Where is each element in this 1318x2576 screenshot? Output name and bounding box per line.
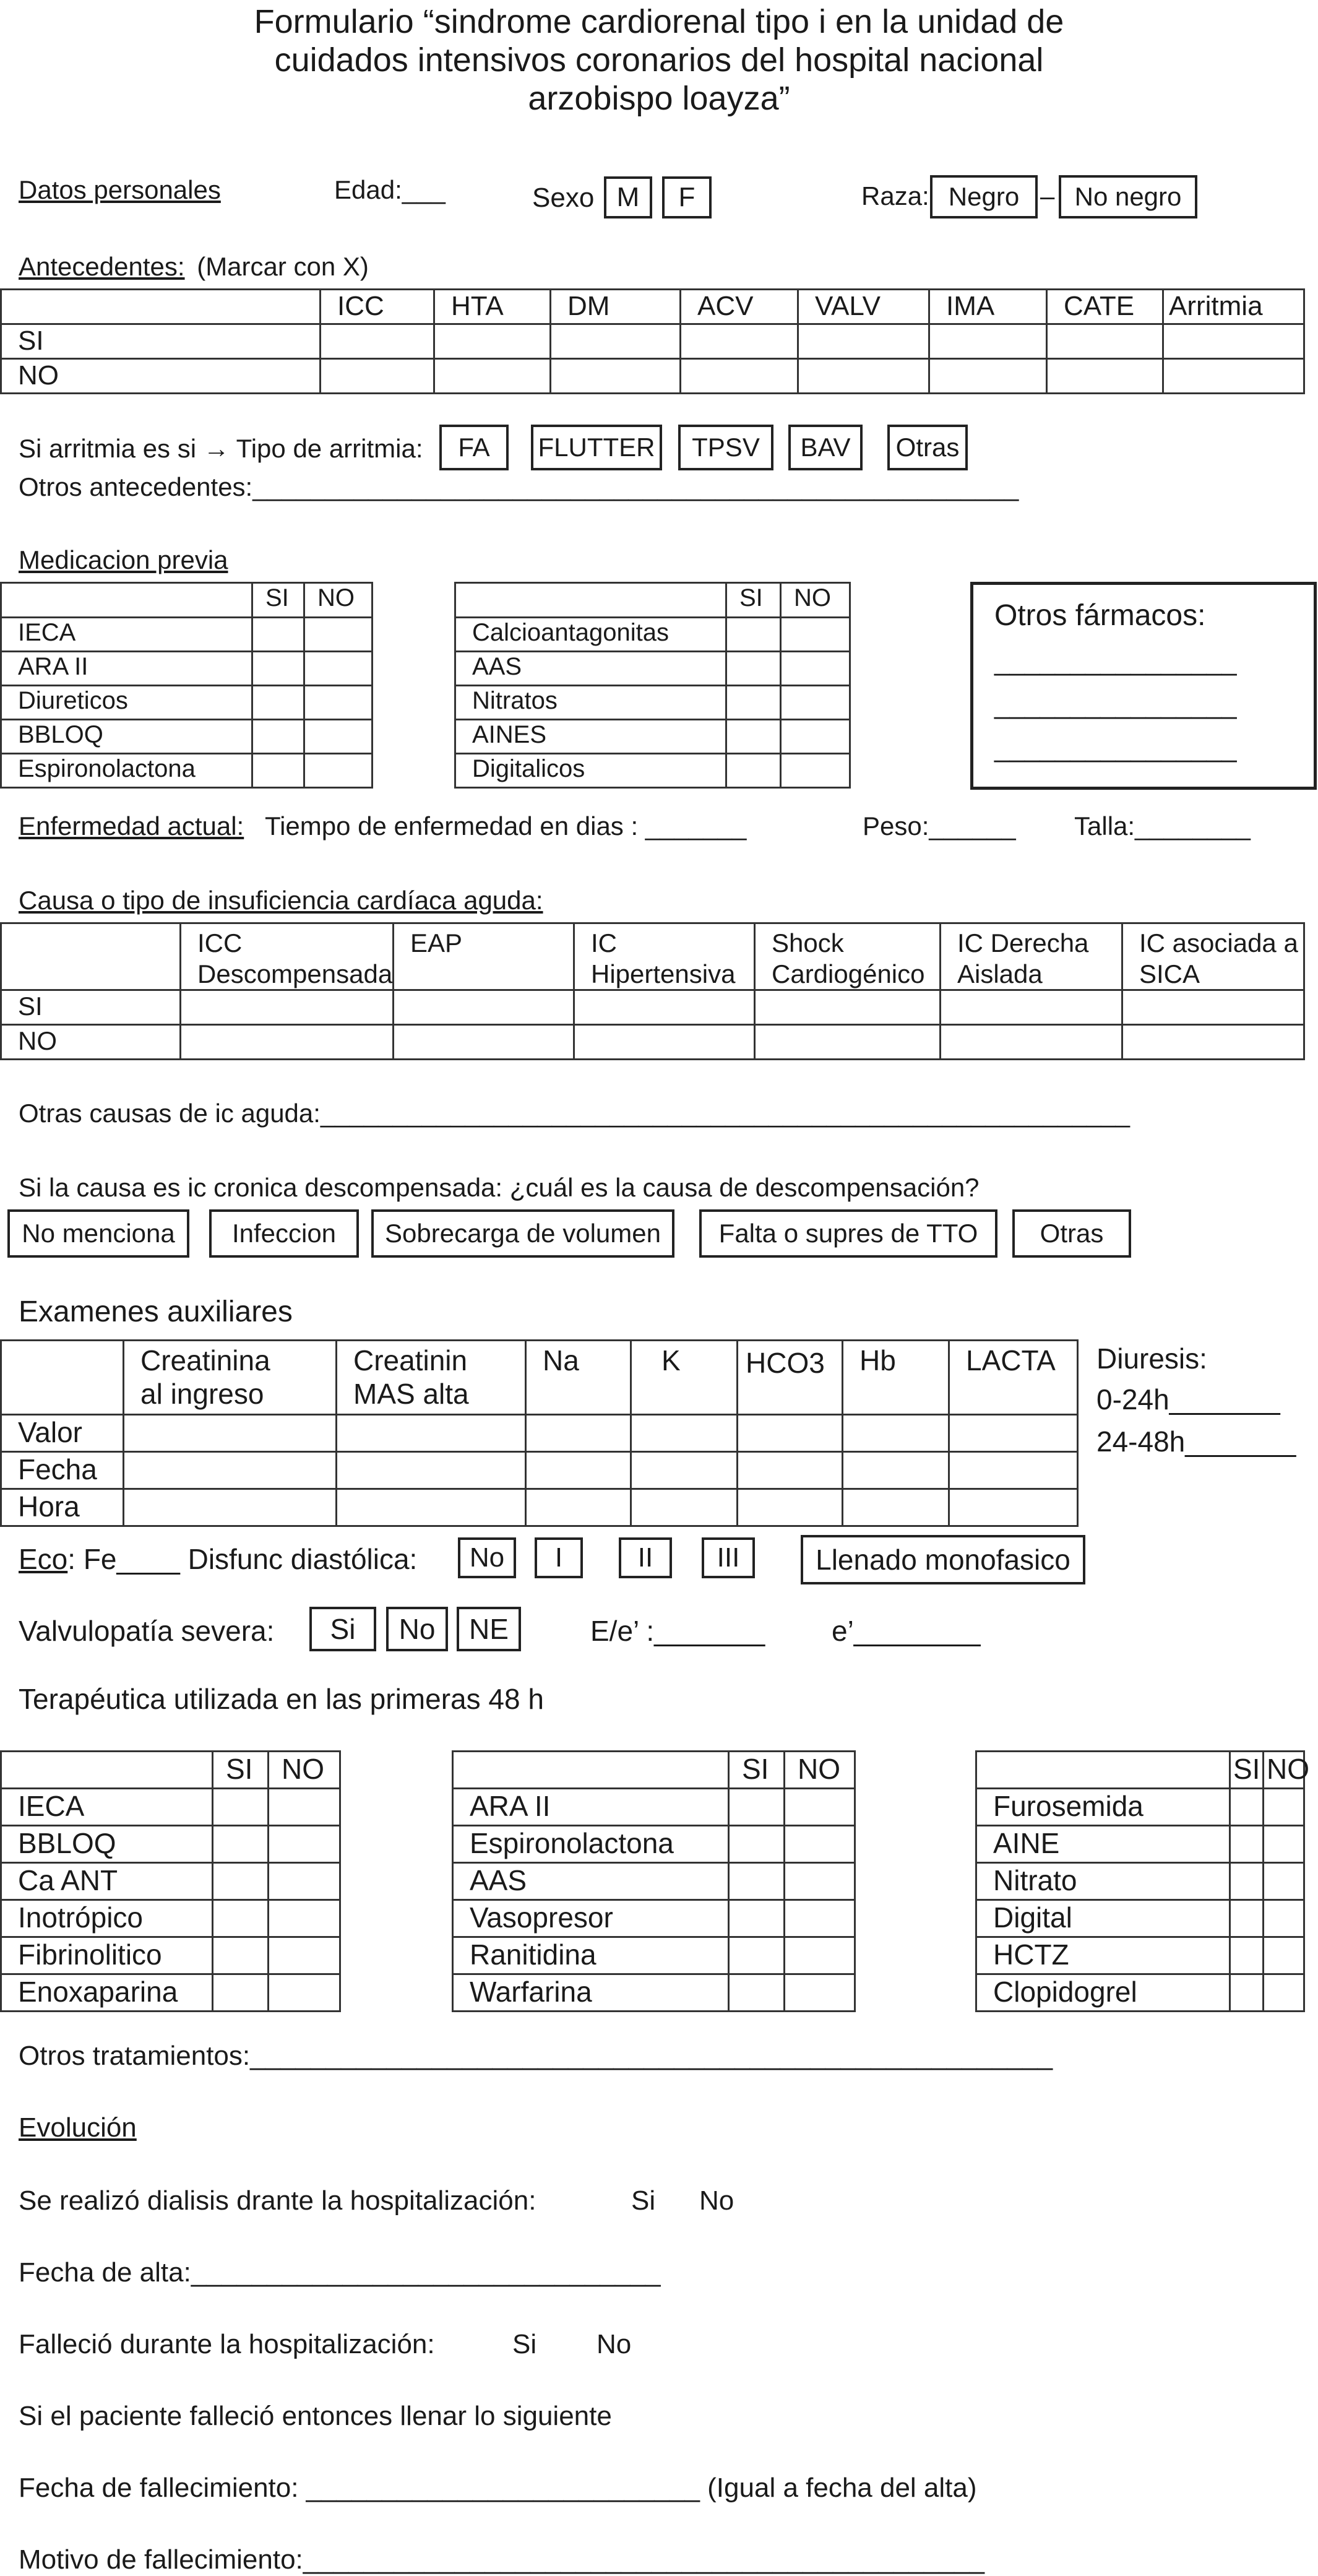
cell[interactable]	[798, 359, 929, 394]
cell[interactable]	[337, 1415, 526, 1452]
cronica-falta-tto-option[interactable]: Falta o supres de TTO	[699, 1209, 997, 1258]
cell[interactable]	[681, 359, 798, 394]
col-header: LACTA	[949, 1341, 1078, 1415]
terapeutica-table-1	[0, 1750, 341, 2012]
cell[interactable]	[1047, 359, 1163, 394]
cronica-infeccion-option[interactable]: Infeccion	[209, 1209, 359, 1258]
raza-dash: –	[1040, 181, 1055, 210]
eco-no-option[interactable]: No	[458, 1537, 516, 1578]
cell[interactable]	[785, 1974, 855, 2012]
cell[interactable]	[252, 720, 304, 754]
cell[interactable]	[729, 1789, 785, 1826]
col-header: IC Derecha Aislada	[941, 923, 1122, 990]
col-header: ICC Descompensada	[181, 923, 394, 990]
col-header: K	[631, 1341, 738, 1415]
cell[interactable]	[785, 1789, 855, 1826]
diuresis-label: Diuresis:	[1096, 1342, 1207, 1375]
cell[interactable]	[726, 652, 781, 686]
drug-label: Espironolactona	[453, 1826, 729, 1863]
otros-farmacos-line[interactable]: ________________	[994, 689, 1237, 720]
cell[interactable]	[269, 1974, 340, 2012]
drug-label: AINES	[455, 720, 726, 754]
drug-label: Clopidogrel	[976, 1974, 1230, 2012]
medicacion-heading: Medicacion previa	[19, 545, 228, 574]
llenado-monofasico-option[interactable]: Llenado monofasico	[801, 1535, 1085, 1584]
cell[interactable]	[1264, 1937, 1304, 1974]
cell[interactable]	[941, 1025, 1122, 1060]
drug-label: HCTZ	[976, 1937, 1230, 1974]
cell[interactable]	[252, 618, 304, 652]
drug-label: Nitratos	[455, 686, 726, 720]
cell[interactable]	[941, 990, 1122, 1025]
otros-antecedentes-field[interactable]: Otros antecedentes:_____________________________________________________	[19, 472, 1019, 501]
cell[interactable]	[929, 324, 1047, 359]
cell[interactable]	[755, 990, 941, 1025]
cell[interactable]	[213, 1826, 269, 1863]
antecedentes-label: Antecedentes:	[19, 252, 185, 281]
cell[interactable]	[269, 1937, 340, 1974]
arritmia-flutter-option[interactable]: FLUTTER	[531, 425, 662, 470]
row-label: Fecha	[1, 1452, 124, 1489]
col-header: EAP	[394, 923, 574, 990]
corner	[1, 583, 252, 618]
cell[interactable]	[252, 686, 304, 720]
corner	[976, 1752, 1230, 1789]
col-header: Creatinina al ingreso	[124, 1341, 337, 1415]
cell[interactable]	[1264, 1974, 1304, 2012]
cell[interactable]	[631, 1452, 738, 1489]
fallecio-si-option[interactable]: Si	[512, 2329, 537, 2359]
form-title	[0, 0, 1318, 118]
cell[interactable]	[949, 1452, 1078, 1489]
drug-label: Furosemida	[976, 1789, 1230, 1826]
title-line-2: cuidados intensivos coronarios del hospital nacional	[274, 41, 1044, 79]
cell[interactable]	[1264, 1863, 1304, 1900]
diuresis-0-24-field[interactable]: 0-24h_______	[1096, 1383, 1280, 1416]
cronica-sobrecarga-option[interactable]: Sobrecarga de volumen	[371, 1209, 674, 1258]
eco-label: Eco	[19, 1543, 68, 1575]
col-header: NO	[785, 1752, 855, 1789]
eco-i-option[interactable]: I	[535, 1537, 583, 1578]
sexo-m-option[interactable]: M	[604, 176, 652, 218]
cell[interactable]	[181, 1025, 394, 1060]
causa-heading: Causa o tipo de insuficiencia cardíaca aguda:	[19, 886, 543, 915]
ee-ratio-field[interactable]: E/e’ :_______	[590, 1615, 765, 1647]
cell[interactable]	[1230, 1789, 1264, 1826]
drug-label: Vasopresor	[453, 1900, 729, 1937]
cell[interactable]	[321, 359, 434, 394]
cell[interactable]	[269, 1863, 340, 1900]
cell[interactable]	[1230, 1937, 1264, 1974]
cell[interactable]	[1230, 1863, 1264, 1900]
antecedentes-note: (Marcar con X)	[197, 252, 369, 281]
col-header: Creatinin MAS alta	[337, 1341, 526, 1415]
otros-farmacos-label: Otros fármacos:	[994, 599, 1206, 632]
dialisis-question: Se realizó dialisis drante la hospitalización:	[19, 2185, 536, 2216]
col-header: DM	[551, 290, 681, 324]
cell[interactable]	[337, 1452, 526, 1489]
examenes-heading: Examenes auxiliares	[19, 1295, 293, 1328]
cell[interactable]	[949, 1415, 1078, 1452]
arritmia-bav-option[interactable]: BAV	[788, 425, 863, 470]
datos-personales-heading: Datos personales	[19, 175, 221, 204]
medicacion-table-right	[454, 582, 851, 789]
cell[interactable]	[1264, 1826, 1304, 1863]
cronica-question: Si la causa es ic cronica descompensada: ¿cuál es la causa de descompensación?	[19, 1173, 980, 1202]
raza-no-negro-option[interactable]: No negro	[1059, 175, 1197, 218]
cell[interactable]	[755, 1025, 941, 1060]
cell[interactable]	[269, 1789, 340, 1826]
cell[interactable]	[843, 1489, 949, 1526]
cell[interactable]	[124, 1489, 337, 1526]
cell[interactable]	[1047, 324, 1163, 359]
enfermedad-heading: Enfermedad actual:	[19, 811, 244, 841]
drug-label: Calcioantagonitas	[455, 618, 726, 652]
terapeutica-table-3	[975, 1750, 1309, 2012]
cell[interactable]	[843, 1415, 949, 1452]
si-fallecio-instruction: Si el paciente falleció entonces llenar lo siguiente	[19, 2401, 612, 2431]
cell[interactable]	[574, 990, 755, 1025]
eco-row	[19, 1545, 417, 1573]
drug-label: Inotrópico	[1, 1900, 213, 1937]
cell[interactable]	[434, 324, 551, 359]
peso-field[interactable]: Peso:______	[863, 811, 1016, 841]
drug-label: IECA	[1, 1789, 213, 1826]
otros-farmacos-line[interactable]: ________________	[994, 646, 1237, 676]
col-header: HTA	[434, 290, 551, 324]
col-header: Na	[526, 1341, 631, 1415]
valvulopatia-no-option[interactable]: No	[386, 1607, 448, 1651]
cell[interactable]	[631, 1489, 738, 1526]
fallecio-no-option[interactable]: No	[597, 2329, 632, 2359]
col-header: IMA	[929, 290, 1047, 324]
drug-label: AINE	[976, 1826, 1230, 1863]
row-label: Valor	[1, 1415, 124, 1452]
cell[interactable]	[1264, 1900, 1304, 1937]
dialisis-no-option[interactable]: No	[699, 2185, 734, 2216]
cell[interactable]	[252, 652, 304, 686]
col-header: IC asociada a SICA	[1122, 923, 1304, 990]
cell[interactable]	[681, 324, 798, 359]
drug-label: Nitrato	[976, 1863, 1230, 1900]
drug-label: Warfarina	[453, 1974, 729, 2012]
corner	[453, 1752, 729, 1789]
cell[interactable]	[394, 1025, 574, 1060]
drug-label: Enoxaparina	[1, 1974, 213, 2012]
cell[interactable]	[526, 1489, 631, 1526]
cell[interactable]	[1230, 1826, 1264, 1863]
cell[interactable]	[738, 1489, 843, 1526]
cell[interactable]	[738, 1415, 843, 1452]
cell[interactable]	[738, 1452, 843, 1489]
cell[interactable]	[1264, 1789, 1304, 1826]
cell[interactable]	[213, 1937, 269, 1974]
arritmia-otras-option[interactable]: Otras	[887, 425, 968, 470]
causa-table	[0, 922, 1305, 1060]
cell[interactable]	[181, 990, 394, 1025]
col-header: NO	[781, 583, 850, 618]
drug-label: BBLOQ	[1, 720, 252, 754]
cell[interactable]	[785, 1937, 855, 1974]
drug-label: Digital	[976, 1900, 1230, 1937]
cell[interactable]	[526, 1415, 631, 1452]
col-header: SI	[213, 1752, 269, 1789]
valvulopatia-ne-option[interactable]: NE	[457, 1607, 521, 1651]
valvulopatia-si-option[interactable]: Si	[309, 1607, 376, 1651]
row-label: SI	[1, 324, 321, 359]
cell[interactable]	[551, 324, 681, 359]
cell[interactable]	[1230, 1974, 1264, 2012]
tiempo-enfermedad-field[interactable]: Tiempo de enfermedad en dias : _______	[265, 811, 747, 841]
drug-label: Ca ANT	[1, 1863, 213, 1900]
fallecio-question: Falleció durante la hospitalización:	[19, 2329, 435, 2359]
cell[interactable]	[781, 652, 850, 686]
evolucion-heading: Evolución	[19, 2112, 137, 2143]
medicacion-table-left	[0, 582, 373, 789]
col-header: SI	[729, 1752, 785, 1789]
cell[interactable]	[1163, 359, 1304, 394]
cell[interactable]	[213, 1900, 269, 1937]
motivo-fallecimiento-field[interactable]: Motivo de fallecimiento:_____________________________________________	[19, 2544, 984, 2575]
col-header: ICC	[321, 290, 434, 324]
title-line-3: arzobispo loayza”	[528, 80, 790, 117]
cell[interactable]	[1122, 990, 1304, 1025]
cell[interactable]	[269, 1826, 340, 1863]
antecedentes-heading	[19, 254, 369, 280]
cell[interactable]	[729, 1900, 785, 1937]
cell[interactable]	[781, 754, 850, 788]
cell[interactable]	[304, 720, 373, 754]
col-header: NO	[304, 583, 373, 618]
cell[interactable]	[726, 686, 781, 720]
row-label: Hora	[1, 1489, 124, 1526]
examenes-table	[0, 1339, 1079, 1527]
corner	[1, 1752, 213, 1789]
cell[interactable]	[213, 1863, 269, 1900]
cell[interactable]	[124, 1415, 337, 1452]
diuresis-24-48-field[interactable]: 24-48h_______	[1096, 1425, 1296, 1458]
examenes-corner	[1, 1341, 124, 1415]
cell[interactable]	[304, 652, 373, 686]
e-prime-field[interactable]: e’________	[832, 1615, 981, 1647]
drug-label: AAS	[455, 652, 726, 686]
col-header: ACV	[681, 290, 798, 324]
cell[interactable]	[304, 618, 373, 652]
col-header: NO	[1264, 1752, 1304, 1789]
cell[interactable]	[124, 1452, 337, 1489]
cell[interactable]	[729, 1826, 785, 1863]
cronica-otras-option[interactable]: Otras	[1012, 1209, 1131, 1258]
cell[interactable]	[1122, 1025, 1304, 1060]
cell[interactable]	[213, 1974, 269, 2012]
raza-label: Raza:	[861, 181, 929, 210]
cell[interactable]	[798, 324, 929, 359]
cell[interactable]	[269, 1900, 340, 1937]
col-header: Hb	[843, 1341, 949, 1415]
antecedentes-table	[0, 288, 1305, 394]
terapeutica-heading: Terapéutica utilizada en las primeras 48 h	[19, 1683, 544, 1715]
row-label: NO	[1, 359, 321, 394]
otros-farmacos-box[interactable]	[970, 582, 1317, 790]
col-header: CATE	[1047, 290, 1163, 324]
cell[interactable]	[726, 754, 781, 788]
drug-label: Fibrinolitico	[1, 1937, 213, 1974]
cronica-no-menciona-option[interactable]: No menciona	[7, 1209, 189, 1258]
talla-field[interactable]: Talla:________	[1074, 811, 1251, 841]
valvulopatia-label: Valvulopatía severa:	[19, 1615, 275, 1647]
cell[interactable]	[631, 1415, 738, 1452]
cell[interactable]	[394, 990, 574, 1025]
cell[interactable]	[729, 1974, 785, 2012]
cell[interactable]	[574, 1025, 755, 1060]
drug-label: BBLOQ	[1, 1826, 213, 1863]
cell[interactable]	[434, 359, 551, 394]
cell[interactable]	[781, 686, 850, 720]
cell[interactable]	[1230, 1900, 1264, 1937]
drug-label: Diureticos	[1, 686, 252, 720]
col-header: VALV	[798, 290, 929, 324]
drug-label: Digitalicos	[455, 754, 726, 788]
cell[interactable]	[843, 1452, 949, 1489]
dialisis-si-option[interactable]: Si	[631, 2185, 656, 2216]
cell[interactable]	[785, 1826, 855, 1863]
row-label: SI	[1, 990, 181, 1025]
fecha-alta-field[interactable]: Fecha de alta:_______________________________	[19, 2257, 661, 2288]
antecedentes-corner	[1, 290, 321, 324]
cell[interactable]	[304, 754, 373, 788]
col-header: SI	[1230, 1752, 1264, 1789]
drug-label: ARA II	[453, 1789, 729, 1826]
cell[interactable]	[551, 359, 681, 394]
col-header: NO	[269, 1752, 340, 1789]
cell[interactable]	[726, 618, 781, 652]
arritmia-fa-option[interactable]: FA	[439, 425, 509, 470]
col-header: Shock Cardiogénico	[755, 923, 941, 990]
drug-label: Espironolactona	[1, 754, 252, 788]
cell[interactable]	[729, 1863, 785, 1900]
sexo-label: Sexo	[532, 183, 595, 213]
cell[interactable]	[1163, 324, 1304, 359]
cell[interactable]	[949, 1489, 1078, 1526]
row-label: NO	[1, 1025, 181, 1060]
arritmia-question: Si arritmia es si → Tipo de arritmia:	[19, 434, 423, 463]
edad-field[interactable]: Edad:___	[334, 175, 446, 204]
raza-negro-option[interactable]: Negro	[930, 175, 1038, 218]
drug-label: IECA	[1, 618, 252, 652]
cell[interactable]	[252, 754, 304, 788]
terapeutica-table-2	[452, 1750, 856, 2012]
arritmia-tpsv-option[interactable]: TPSV	[678, 425, 773, 470]
drug-label: ARA II	[1, 652, 252, 686]
cell[interactable]	[781, 618, 850, 652]
cell[interactable]	[526, 1452, 631, 1489]
otras-causas-field[interactable]: Otras causas de ic aguda:________________________________________________________	[19, 1099, 1131, 1128]
eco-fe-field[interactable]: : Fe____ Disfunc diastólica:	[67, 1543, 418, 1575]
otros-farmacos-line[interactable]: ________________	[994, 733, 1237, 763]
corner	[455, 583, 726, 618]
causa-corner	[1, 923, 181, 990]
col-header: Arritmia	[1163, 290, 1304, 324]
col-header: SI	[252, 583, 304, 618]
cell[interactable]	[726, 720, 781, 754]
cell[interactable]	[304, 686, 373, 720]
cell[interactable]	[337, 1489, 526, 1526]
sexo-f-option[interactable]: F	[662, 176, 712, 218]
eco-ii-option[interactable]: II	[619, 1537, 672, 1578]
fecha-fallecimiento-field[interactable]: Fecha de fallecimiento: __________________________ (Igual a fecha del alta)	[19, 2473, 977, 2503]
title-line-1: Formulario “sindrome cardiorenal tipo i en la unidad de	[254, 3, 1064, 40]
eco-iii-option[interactable]: III	[702, 1537, 755, 1578]
cell[interactable]	[729, 1937, 785, 1974]
col-header: HCO3	[738, 1341, 843, 1415]
cell[interactable]	[321, 324, 434, 359]
col-header: SI	[726, 583, 781, 618]
col-header: IC Hipertensiva	[574, 923, 755, 990]
otros-tratamientos-field[interactable]: Otros tratamientos:_____________________________________________________	[19, 2041, 1053, 2071]
drug-label: AAS	[453, 1863, 729, 1900]
cell[interactable]	[213, 1789, 269, 1826]
cell[interactable]	[785, 1900, 855, 1937]
cell[interactable]	[929, 359, 1047, 394]
cell[interactable]	[785, 1863, 855, 1900]
drug-label: Ranitidina	[453, 1937, 729, 1974]
cell[interactable]	[781, 720, 850, 754]
